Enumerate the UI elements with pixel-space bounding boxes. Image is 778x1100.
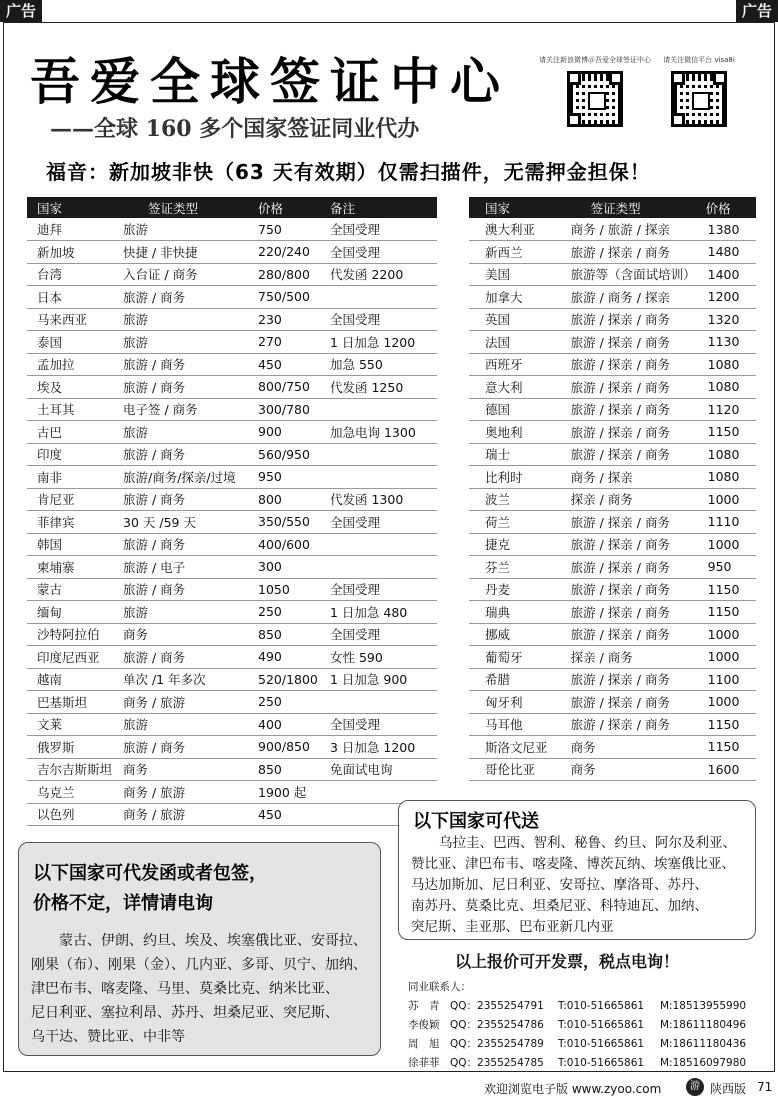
country-line: 乌干达、赞比亚、中非等 [31,1029,185,1045]
table-cell: 瑞士 [469,443,557,466]
table-cell: 马耳他 [469,713,557,736]
table-cell: 旅游 / 探亲 / 商务 [557,601,696,624]
contact-name: 徐菲菲 [408,1057,440,1069]
qr-weibo-caption: 请关注新浪微博＠吾爱全球签证中心 [539,56,651,64]
table-cell: 1200 [696,286,756,309]
table-cell: 旅游 / 探亲 / 商务 [557,308,696,331]
table-row [469,398,756,421]
table-row [469,556,756,579]
table-cell: 菲律宾 [27,511,113,534]
table-cell: 旅游 / 探亲 / 商务 [557,578,696,601]
table-cell: 美国 [469,263,557,286]
table-cell: 旅游 / 商务 [113,376,248,399]
table-cell: 哥伦比亚 [469,758,557,781]
table-cell: 女性 590 [320,646,437,669]
qr-code-icon [671,71,727,127]
table-row [27,691,437,714]
table-row [27,713,437,736]
table-cell: 柬埔寨 [27,556,113,579]
table-cell: 以色列 [27,803,113,826]
table-cell: 全国受理 [320,713,437,736]
table-cell: 560/950 [248,443,320,466]
table-cell: 1150 [696,713,756,736]
table-cell: 30 天 /59 天 [113,511,248,534]
table-cell: 950 [696,556,756,579]
table-cell: 旅游 / 商务 [113,488,248,511]
invitation-country-list [31,929,367,1049]
table-cell: 葡萄牙 [469,646,557,669]
table-cell: 230 [248,308,320,331]
table-row [469,376,756,399]
subline: ——全球 160 多个国家签证同业代办 [50,116,420,142]
column-header: 国家 [27,197,113,218]
headline: 吾爱全球签证中心 [30,52,510,111]
table-cell: 1320 [696,308,756,331]
table-cell: 商务 / 探亲 [557,466,696,489]
table-cell: 1110 [696,511,756,534]
table-row [27,578,437,601]
contact-tel: T:010-51665861 [558,1057,645,1069]
table-cell: 奥地利 [469,421,557,444]
table-row [469,601,756,624]
contact-mobile: M:18516097980 [660,1057,747,1069]
table-row [469,691,756,714]
table-cell: 1600 [696,758,756,781]
table-cell [320,466,437,489]
table-cell: 全国受理 [320,218,437,241]
table-cell: 250 [248,601,320,624]
table-row [469,218,756,241]
delivery-box-title: 以下国家可代送 [413,811,539,832]
table-row [27,241,437,264]
table-cell: 斯洛文尼亚 [469,736,557,759]
table-cell: 代发函 2200 [320,263,437,286]
table-cell: 旅游 [113,713,248,736]
contact-qq: QQ：2355254786 [450,1019,544,1031]
table-cell: 迪拜 [27,218,113,241]
table-cell: 快捷 / 非快捷 [113,241,248,264]
table-cell: 商务 [557,758,696,781]
table-row [27,218,437,241]
table-cell: 旅游 / 探亲 / 商务 [557,668,696,691]
visa-price-table-right [469,197,756,781]
table-row [27,511,437,534]
table-cell: 1150 [696,736,756,759]
table-cell: 肯尼亚 [27,488,113,511]
table-cell: 旅游 / 商务 [113,443,248,466]
column-header: 备注 [320,197,437,218]
table-cell: 意大利 [469,376,557,399]
table-cell: 350/550 [248,511,320,534]
table-cell: 商务 / 旅游 [113,781,248,804]
table-cell: 旅游 / 商务 [113,646,248,669]
table-cell: 950 [248,466,320,489]
table-cell: 旅游 [113,601,248,624]
table-cell: 1 日加急 1200 [320,331,437,354]
contact-row [408,1035,747,1054]
ad-label-right: 广告 [736,0,778,22]
country-line: 蒙古、伊朗、约旦、埃及、埃塞俄比亚、安哥拉、 [59,933,367,949]
table-cell: 商务 [113,758,248,781]
table-cell: 韩国 [27,533,113,556]
country-line: 津巴布韦、喀麦隆、马里、莫桑比克、纳米比亚、 [31,981,339,997]
table-cell: 探亲 / 商务 [557,488,696,511]
table-cell: 300/780 [248,398,320,421]
invitation-box-title-1: 以下国家可代发函或者包签， [33,863,267,884]
table-cell: 1080 [696,466,756,489]
table-row [27,331,437,354]
table-cell: 1150 [696,601,756,624]
table-row [27,736,437,759]
contact-name: 李俊颖 [408,1019,440,1031]
table-cell: 旅游 / 探亲 / 商务 [557,623,696,646]
column-header: 签证类型 [557,197,696,218]
table-row [469,511,756,534]
table-cell: 巴基斯坦 [27,691,113,714]
table-row [469,308,756,331]
table-row [469,533,756,556]
table-row [27,286,437,309]
column-header: 价格 [696,197,756,218]
ad-label-left: 广告 [0,0,42,22]
table-row [469,286,756,309]
table-row [469,488,756,511]
table-row [27,263,437,286]
table-row [469,241,756,264]
table-cell: 1 日加急 480 [320,601,437,624]
footer-text: 欢迎浏览电子版 www.zyoo.com [484,1082,662,1096]
table-row [27,556,437,579]
table-cell: 1400 [696,263,756,286]
table-cell: 西班牙 [469,353,557,376]
column-header: 国家 [469,197,557,218]
table-cell: 波兰 [469,488,557,511]
invitation-box-title-2: 价格不定，详情请电询 [33,893,213,914]
table-cell: 1480 [696,241,756,264]
contacts-label: 同业联系人： [408,981,471,993]
table-cell: 旅游 / 探亲 / 商务 [557,241,696,264]
country-line: 刚果（布）、刚果（金）、几内亚、多哥、贝宁、加纳、 [31,957,367,973]
table-cell: 埃及 [27,376,113,399]
table-cell: 德国 [469,398,557,421]
table-cell: 1080 [696,353,756,376]
table-cell: 加拿大 [469,286,557,309]
contact-row [408,997,747,1016]
publisher-logo-icon: 游 [686,1078,704,1096]
table-cell: 代发函 1300 [320,488,437,511]
contact-mobile: M:18513955990 [660,1000,747,1012]
table-cell: 土耳其 [27,398,113,421]
table-cell: 旅游 / 商务 [113,533,248,556]
table-cell: 蒙古 [27,578,113,601]
table-row [27,466,437,489]
footer-edition: 陕西版 [710,1082,747,1096]
table-cell: 俄罗斯 [27,736,113,759]
table-cell: 法国 [469,331,557,354]
table-cell: 瑞典 [469,601,557,624]
contact-row [408,1054,747,1073]
table-cell: 800/750 [248,376,320,399]
contact-name: 苏 青 [408,1000,440,1012]
table-cell [320,691,437,714]
table-row [27,376,437,399]
table-cell: 商务 [557,736,696,759]
table-cell: 泰国 [27,331,113,354]
table-cell: 新加坡 [27,241,113,264]
column-header: 价格 [248,197,320,218]
table-cell: 印度尼西亚 [27,646,113,669]
table-row [27,443,437,466]
table-cell [320,398,437,421]
table-cell: 旅游 / 探亲 / 商务 [557,533,696,556]
table-cell: 商务 / 旅游 / 探亲 [557,218,696,241]
table-cell: 3 日加急 1200 [320,736,437,759]
page-number: 71 [757,1080,773,1094]
table-cell: 400 [248,713,320,736]
table-cell: 台湾 [27,263,113,286]
table-cell: 旅游 / 电子 [113,556,248,579]
table-cell: 旅游等（含面试培训） [557,263,696,286]
table-cell [320,286,437,309]
table-cell: 捷克 [469,533,557,556]
table-row [27,421,437,444]
visa-price-table-left [27,197,437,826]
table-cell: 南非 [27,466,113,489]
table-cell: 旅游 / 探亲 / 商务 [557,713,696,736]
table-cell: 1150 [696,421,756,444]
qr-code-icon [567,71,623,127]
table-cell: 旅游/商务/探亲/过境 [113,466,248,489]
table-row [27,758,437,781]
table-cell: 电子签 / 商务 [113,398,248,421]
table-row [27,533,437,556]
country-line: 乌拉圭、巴西、智利、秘鲁、约旦、阿尔及利亚、 [439,835,736,851]
table-row [469,466,756,489]
table-row [469,736,756,759]
table-cell: 旅游 / 商务 [113,353,248,376]
table-cell: 加急电询 1300 [320,421,437,444]
table-cell: 芬兰 [469,556,557,579]
table-cell: 新西兰 [469,241,557,264]
contact-tel: T:010-51665861 [558,1019,645,1031]
table-row [469,443,756,466]
table-cell: 荷兰 [469,511,557,534]
table-cell: 英国 [469,308,557,331]
table-cell: 全国受理 [320,241,437,264]
table-cell: 沙特阿拉伯 [27,623,113,646]
table-cell: 850 [248,623,320,646]
table-cell: 旅游 / 探亲 / 商务 [557,353,696,376]
table-cell: 入台证 / 商务 [113,263,248,286]
table-cell: 900 [248,421,320,444]
table-cell: 1100 [696,668,756,691]
table-row [469,331,756,354]
table-cell: 乌克兰 [27,781,113,804]
table-row [27,308,437,331]
table-cell: 1150 [696,578,756,601]
contact-qq: QQ：2355254785 [450,1057,544,1069]
table-cell: 旅游 / 商务 [113,578,248,601]
contact-mobile: M:18611180496 [660,1019,747,1031]
contact-mobile: M:18611180436 [660,1038,747,1050]
table-row [27,398,437,421]
table-cell: 850 [248,758,320,781]
table-cell: 全国受理 [320,623,437,646]
table-cell: 1000 [696,533,756,556]
country-line: 突尼斯、圭亚那、巴布亚新几内亚 [411,919,614,935]
table-cell: 加急 550 [320,353,437,376]
table-cell: 商务 / 旅游 [113,803,248,826]
qr-wechat-block [634,55,764,127]
table-cell: 1120 [696,398,756,421]
table-cell: 全国受理 [320,308,437,331]
table-cell: 旅游 / 探亲 / 商务 [557,511,696,534]
table-cell: 1000 [696,623,756,646]
table-cell [320,556,437,579]
table-row [27,803,437,826]
table-cell: 400/600 [248,533,320,556]
country-line: 南苏丹、莫桑比克、坦桑尼亚、科特迪瓦、加纳、 [411,898,708,914]
table-cell: 丹麦 [469,578,557,601]
table-cell: 1380 [696,218,756,241]
contact-tel: T:010-51665861 [558,1000,645,1012]
table-cell: 旅游 / 商务 / 探亲 [557,286,696,309]
table-cell: 1080 [696,443,756,466]
contact-name: 周 旭 [408,1038,440,1050]
table-cell: 220/240 [248,241,320,264]
table-cell: 旅游 / 探亲 / 商务 [557,398,696,421]
table-cell [320,533,437,556]
table-cell: 探亲 / 商务 [557,646,696,669]
table-cell: 250 [248,691,320,714]
table-row [27,623,437,646]
table-cell: 1080 [696,376,756,399]
table-cell: 520/1800 [248,668,320,691]
table-row [469,421,756,444]
table-cell: 缅甸 [27,601,113,624]
delivery-service-box [398,800,756,940]
table-cell: 文莱 [27,713,113,736]
invoice-note: 以上报价可开发票，税点电询！ [455,952,680,971]
table-cell: 商务 [113,623,248,646]
table-cell: 吉尔吉斯斯坦 [27,758,113,781]
contact-tel: T:010-51665861 [558,1038,645,1050]
table-cell: 旅游 / 探亲 / 商务 [557,331,696,354]
table-cell: 900/850 [248,736,320,759]
table-cell: 马来西亚 [27,308,113,331]
contact-qq: QQ：2355254791 [450,1000,544,1012]
table-row [27,601,437,624]
table-cell: 旅游 / 探亲 / 商务 [557,376,696,399]
table-cell: 旅游 [113,421,248,444]
table-cell: 旅游 / 商务 [113,736,248,759]
table-cell: 450 [248,353,320,376]
table-cell: 旅游 / 探亲 / 商务 [557,421,696,444]
table-cell: 匈牙利 [469,691,557,714]
table-cell: 越南 [27,668,113,691]
table-cell: 1050 [248,578,320,601]
table-cell: 全国受理 [320,578,437,601]
table-cell: 1130 [696,331,756,354]
column-header: 签证类型 [113,197,248,218]
table-row [27,668,437,691]
country-line: 马达加斯加、尼日利亚、安哥拉、摩洛哥、苏丹、 [411,877,708,893]
table-cell: 800 [248,488,320,511]
table-cell: 代发函 1250 [320,376,437,399]
table-cell: 750 [248,218,320,241]
table-cell: 旅游 [113,308,248,331]
table-cell: 孟加拉 [27,353,113,376]
table-cell: 希腊 [469,668,557,691]
table-row [469,578,756,601]
table-cell: 单次 /1 年多次 [113,668,248,691]
table-cell: 挪威 [469,623,557,646]
contacts-section [408,978,747,1073]
table-row [469,623,756,646]
table-row [27,781,437,804]
table-cell: 1000 [696,488,756,511]
table-cell: 旅游 / 探亲 / 商务 [557,556,696,579]
qr-wechat-caption: 请关注微信平台 visa8i [663,56,735,64]
table-cell: 1900 起 [248,781,320,804]
table-cell: 280/800 [248,263,320,286]
table-row [469,713,756,736]
table-cell: 商务 / 旅游 [113,691,248,714]
table-cell: 300 [248,556,320,579]
table-cell: 比利时 [469,466,557,489]
table-cell: 旅游 [113,218,248,241]
contact-row [408,1016,747,1035]
table-cell: 270 [248,331,320,354]
table-cell: 旅游 / 探亲 / 商务 [557,443,696,466]
table-cell: 1000 [696,646,756,669]
table-row [469,758,756,781]
contact-qq: QQ：2355254789 [450,1038,544,1050]
invitation-letter-box [18,842,381,1056]
table-cell: 旅游 / 商务 [113,286,248,309]
table-cell: 旅游 / 探亲 / 商务 [557,691,696,714]
table-cell [320,443,437,466]
table-cell: 450 [248,803,320,826]
table-cell: 古巴 [27,421,113,444]
table-cell: 全国受理 [320,511,437,534]
table-cell: 750/500 [248,286,320,309]
country-line: 尼日利亚、塞拉利昂、苏丹、坦桑尼亚、突尼斯、 [31,1005,339,1021]
table-cell: 旅游 [113,331,248,354]
table-cell: 澳大利亚 [469,218,557,241]
table-cell: 免面试电询 [320,758,437,781]
country-line: 赞比亚、津巴布韦、喀麦隆、博茨瓦纳、埃塞俄比亚、 [411,856,735,872]
table-row [469,263,756,286]
table-row [27,488,437,511]
table-row [27,646,437,669]
table-row [27,353,437,376]
table-cell: 1 日加急 900 [320,668,437,691]
delivery-country-list [411,833,736,938]
table-row [469,353,756,376]
table-cell: 日本 [27,286,113,309]
news-banner: 福音：新加坡非快（63 天有效期）仅需扫描件，无需押金担保！ [46,160,651,184]
table-row [469,668,756,691]
table-row [469,646,756,669]
table-cell: 印度 [27,443,113,466]
table-cell: 490 [248,646,320,669]
table-cell: 1000 [696,691,756,714]
